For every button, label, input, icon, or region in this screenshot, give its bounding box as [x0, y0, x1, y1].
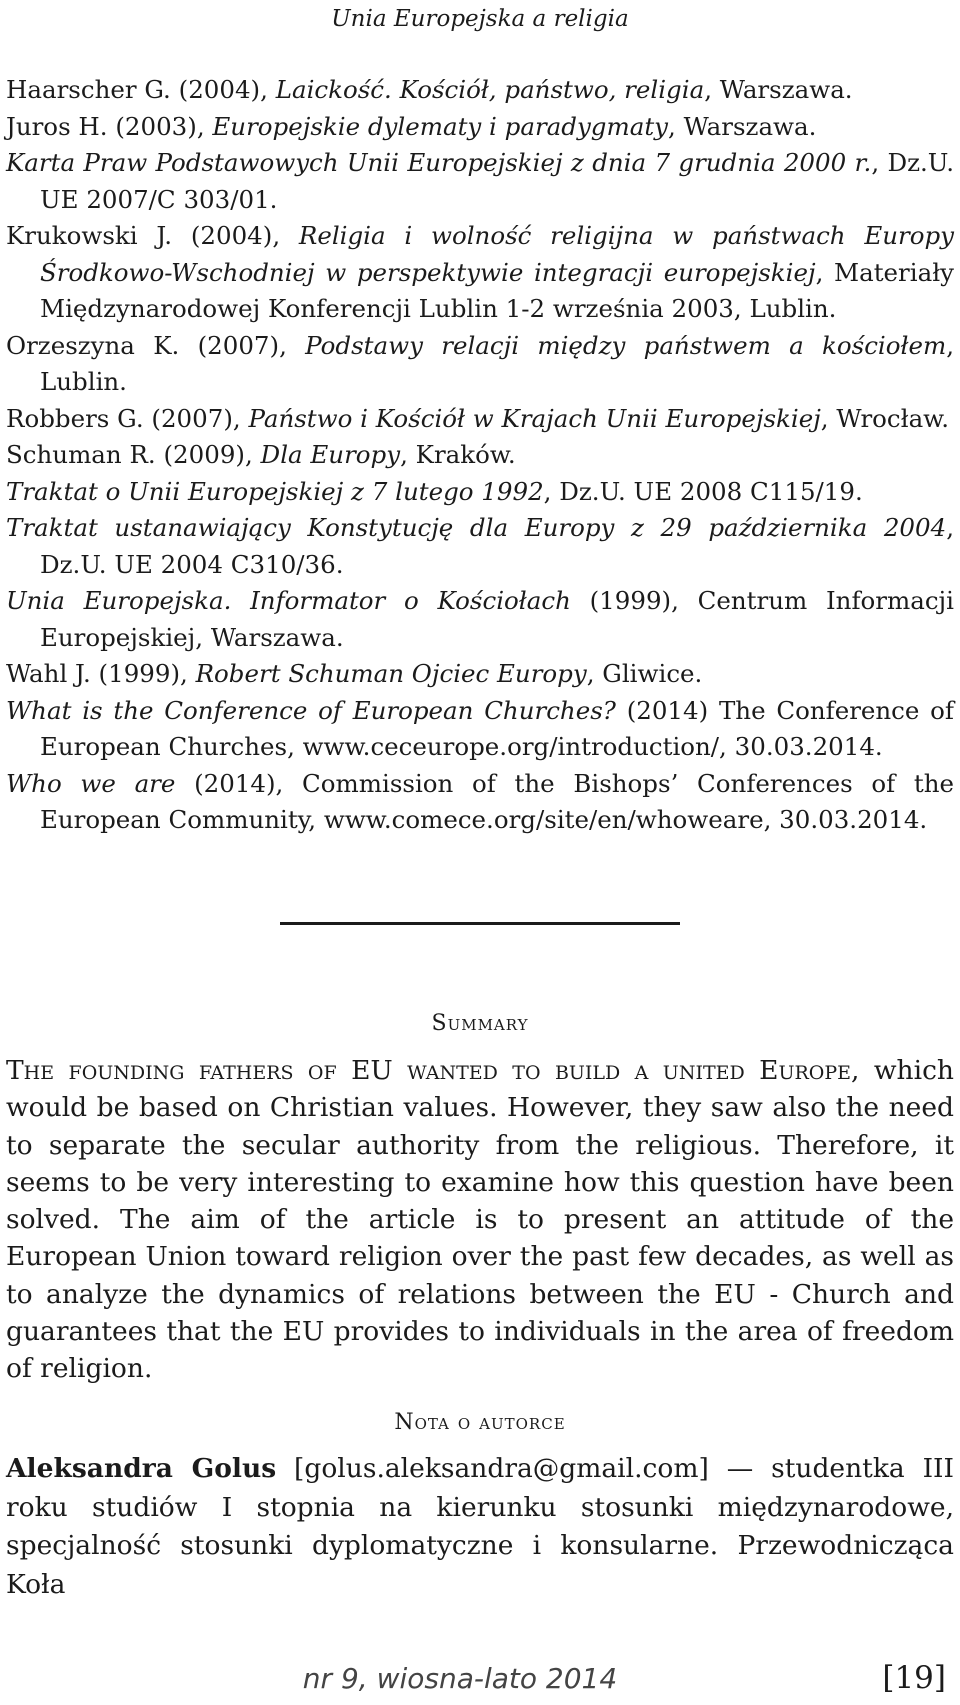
reference-item: Unia Europejska. Informator o Kościołach (1999), Centrum Informacji Europejskiej, Warszawa.: [6, 586, 954, 652]
issue-label: nr 9, wiosna-lato 2014: [302, 1662, 618, 1695]
reference-item: Who we are (2014), Commission of the Bishops’ Conferences of the European Community, www.comece.org/site/en/whoweare, 30.03.2014.: [6, 768, 954, 834]
reference-item: Traktat o Unii Europejskiej z 7 lutego 1992, Dz.U. UE 2008 C115/19.: [6, 476, 863, 506]
summary-lead: The founding fathers of EU wanted to build a united Europe: [6, 1055, 852, 1086]
reference-item: Wahl J. (1999), Robert Schuman Ojciec Europy, Gliwice.: [6, 659, 703, 688]
author-note-paragraph: [6, 1450, 954, 1604]
page-number: [19]: [882, 1660, 946, 1696]
section-divider: [280, 922, 680, 925]
reference-item: What is the Conference of European Churches? (2014) The Conference of European Churches, www.ceceurope.org/introduction/, 30.03.2014.: [6, 695, 954, 761]
author-note-heading: Nota o autorce: [394, 1410, 566, 1435]
summary-body: , which would be based on Christian values. However, they saw also the need to separate the secular authority from the religious. Therefore, it seems to be very interesting to examine how this question have been solved. The aim of the article is to present an attitude of the European Union toward religion over the past few decades, as well as to analyze the dynamics of relations between the EU - Church and guarantees that the EU provides to individuals in the area of freedom of religion.: [6, 1055, 954, 1385]
reference-item: Schuman R. (2009), Dla Europy, Kraków.: [6, 440, 516, 469]
reference-item: Krukowski J. (2004), Religia i wolność religijna w państwach Europy Środkowo-Wschodniej w perspektywie integracji europejskiej, Materiały Międzynarodowej Konferencji Lublin 1-2 września 2003, Lublin.: [6, 221, 954, 323]
reference-list: [6, 72, 954, 839]
reference-item: Orzeszyna K. (2007), Podstawy relacji między państwem a kościołem, Lublin.: [6, 330, 954, 396]
summary-paragraph: [6, 1052, 954, 1388]
summary-heading: Summary: [431, 1011, 529, 1036]
reference-item: Robbers G. (2007), Państwo i Kościół w Krajach Unii Europejskiej, Wrocław.: [6, 403, 950, 433]
reference-item: Karta Praw Podstawowych Unii Europejskiej z dnia 7 grudnia 2000 r., Dz.U. UE 2007/C 303/01.: [6, 148, 954, 214]
reference-item: Traktat ustanawiający Konstytucję dla Europy z 29 października 2004, Dz.U. UE 2004 C310/36.: [6, 513, 954, 579]
author-name: Aleksandra Golus: [6, 1453, 277, 1484]
author-text: [golus.aleksandra@gmail.com] — studentka III roku studiów I stopnia na kierunku stosunki międzynarodowe, specjalność stosunki dyplomatyczne i konsularne. Przewodnicząca Koła: [6, 1453, 954, 1600]
reference-item: Haarscher G. (2004), Laickość. Kościół, państwo, religia, Warszawa.: [6, 75, 853, 104]
reference-item: Juros H. (2003), Europejskie dylematy i paradygmaty, Warszawa.: [6, 111, 817, 141]
running-header: Unia Europejska a religia: [331, 6, 629, 32]
